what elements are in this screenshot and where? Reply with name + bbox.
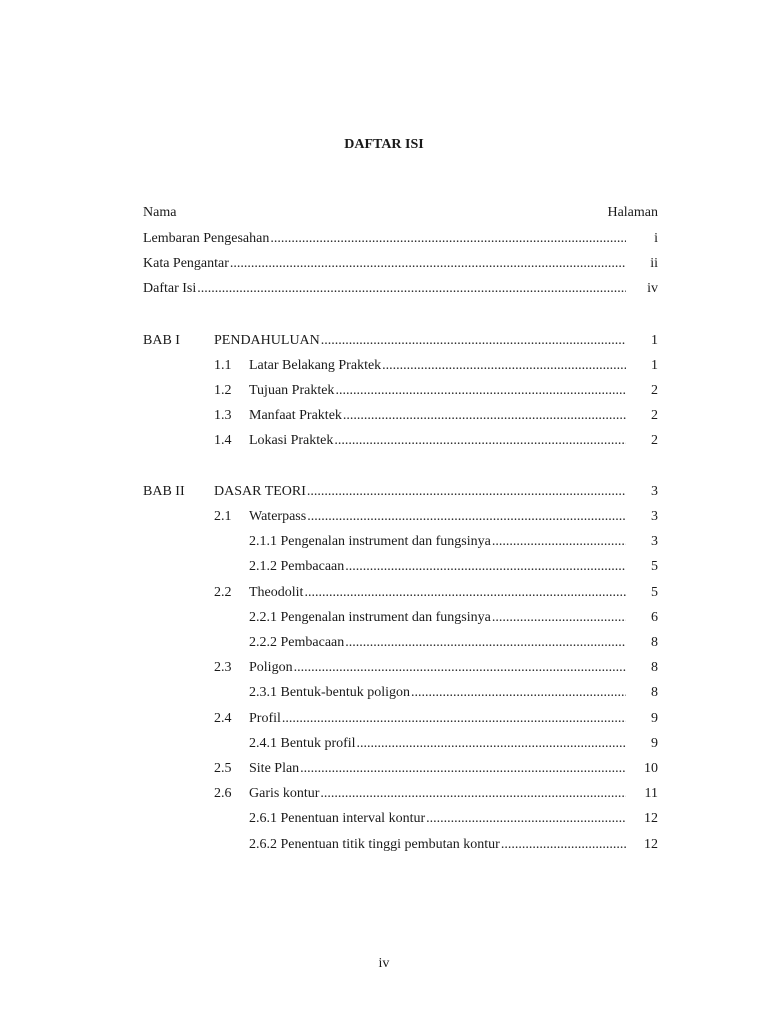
toc-entry-label: 2.1.1 Pengenalan instrument dan fungsinya (249, 534, 491, 550)
toc-entry-label: Lembaran Pengesahan (143, 231, 270, 246)
section-number: 1.1 (214, 358, 232, 373)
dot-leader (320, 785, 626, 803)
toc-entry-page: 3 (651, 509, 658, 524)
toc-entry-page: 3 (651, 484, 658, 499)
dot-leader (411, 684, 626, 702)
toc-entry-section (249, 432, 658, 450)
toc-entry-label: Profil (249, 710, 281, 726)
toc-entry-page: 12 (644, 836, 658, 852)
toc-entry-page: ii (650, 256, 658, 271)
toc-entry-label: Lokasi Praktek (249, 433, 334, 448)
toc-entry-label: 2.2.2 Pembacaan (249, 635, 345, 650)
toc-entry-section (249, 382, 658, 400)
toc-entry-section (249, 760, 658, 778)
section-number: 1.4 (214, 433, 232, 448)
toc-entry-subsection (249, 634, 658, 652)
toc-entry-label: 2.6.2 Penentuan titik tinggi pembutan kontur (249, 836, 500, 852)
toc-entry-label: 2.4.1 Bentuk profil (249, 735, 356, 751)
dot-leader (294, 659, 626, 677)
toc-entry-page: 6 (651, 609, 658, 625)
toc-entry-page: 12 (644, 811, 658, 827)
toc-entry-label: Garis kontur (249, 786, 320, 802)
toc-entry-page: 1 (651, 358, 658, 373)
toc-entry-label: Manfaat Praktek (249, 408, 342, 423)
dot-leader (307, 483, 626, 501)
dot-leader (321, 332, 626, 350)
toc-entry-section (249, 584, 658, 602)
page-title: DAFTAR ISI (344, 137, 424, 152)
toc-entry-page: 11 (644, 786, 658, 802)
toc-entry-subsection (249, 735, 658, 753)
dot-leader (492, 533, 626, 551)
toc-entry-label: Poligon (249, 660, 293, 676)
toc-entry-page: 5 (651, 559, 658, 575)
toc-entry-section (249, 407, 658, 425)
toc-entry-subsection (249, 558, 658, 576)
dot-leader (345, 558, 626, 576)
toc-entry-label: Site Plan (249, 761, 300, 776)
toc-entry-page: 9 (651, 710, 658, 726)
dot-leader (426, 810, 626, 828)
chapter-number: BAB I (143, 333, 180, 348)
toc-entry-subsection (249, 836, 658, 854)
dot-leader (300, 760, 626, 778)
toc-entry-page: 1 (651, 333, 658, 348)
toc-entry-front (143, 255, 658, 273)
chapter-number: BAB II (143, 484, 185, 499)
column-header-name: Nama (143, 205, 177, 220)
toc-entry-label: 2.6.1 Penentuan interval kontur (249, 811, 426, 827)
column-header-page: Halaman (607, 205, 658, 220)
section-number: 1.2 (214, 383, 232, 398)
dot-leader (270, 230, 626, 248)
section-number: 1.3 (214, 408, 232, 423)
section-number: 2.4 (214, 710, 232, 726)
dot-leader (335, 382, 626, 400)
dot-leader (357, 735, 626, 753)
toc-entry-front (143, 230, 658, 248)
toc-entry-label: PENDAHULUAN (214, 333, 320, 348)
toc-entry-section (249, 659, 658, 677)
toc-entry-page: 10 (644, 761, 658, 776)
dot-leader (501, 836, 626, 854)
toc-entry-label: DASAR TEORI (214, 484, 306, 499)
dot-leader (307, 508, 626, 526)
dot-leader (382, 357, 626, 375)
toc-entry-page: 8 (651, 635, 658, 650)
dot-leader (343, 407, 626, 425)
toc-entry-section (249, 357, 658, 375)
toc-entry-label: 2.2.1 Pengenalan instrument dan fungsinya (249, 609, 491, 625)
section-number: 2.5 (214, 761, 232, 776)
toc-entry-subsection (249, 609, 658, 627)
page-number: iv (378, 956, 390, 971)
toc-entry-page: 8 (651, 685, 658, 701)
dot-leader (230, 255, 626, 273)
dot-leader (345, 634, 626, 652)
toc-entry-subsection (249, 810, 658, 828)
toc-entry-page: 9 (651, 735, 658, 751)
toc-entry-label: 2.1.2 Pembacaan (249, 559, 345, 575)
toc-entry-page: 8 (651, 660, 658, 676)
toc-entry-label: Daftar Isi (143, 281, 197, 296)
toc-entry-label: Waterpass (249, 509, 307, 524)
dot-leader (492, 609, 626, 627)
toc-entry-page: 2 (651, 433, 658, 448)
toc-entry-section (249, 785, 658, 803)
toc-entry-section (249, 508, 658, 526)
toc-entry-label: 2.3.1 Bentuk-bentuk poligon (249, 685, 410, 701)
section-number: 2.2 (214, 584, 232, 600)
toc-entry-chapter (214, 483, 658, 501)
toc-entry-subsection (249, 533, 658, 551)
toc-entry-page: iv (647, 281, 658, 296)
section-number: 2.6 (214, 786, 232, 802)
toc-entry-section (249, 710, 658, 728)
section-number: 2.1 (214, 509, 232, 524)
toc-entry-subsection (249, 684, 658, 702)
dot-leader (334, 432, 626, 450)
dot-leader (304, 584, 626, 602)
dot-leader (282, 710, 626, 728)
toc-entry-label: Kata Pengantar (143, 256, 229, 271)
toc-entry-page: i (654, 231, 658, 246)
toc-entry-page: 3 (651, 534, 658, 550)
toc-entry-page: 2 (651, 408, 658, 423)
section-number: 2.3 (214, 660, 232, 676)
dot-leader (197, 280, 626, 298)
toc-entry-front (143, 280, 658, 298)
toc-entry-chapter (214, 332, 658, 350)
toc-entry-label: Tujuan Praktek (249, 383, 335, 398)
toc-entry-page: 2 (651, 383, 658, 398)
toc-entry-label: Latar Belakang Praktek (249, 358, 382, 373)
toc-entry-page: 5 (651, 584, 658, 600)
toc-entry-label: Theodolit (249, 584, 304, 600)
